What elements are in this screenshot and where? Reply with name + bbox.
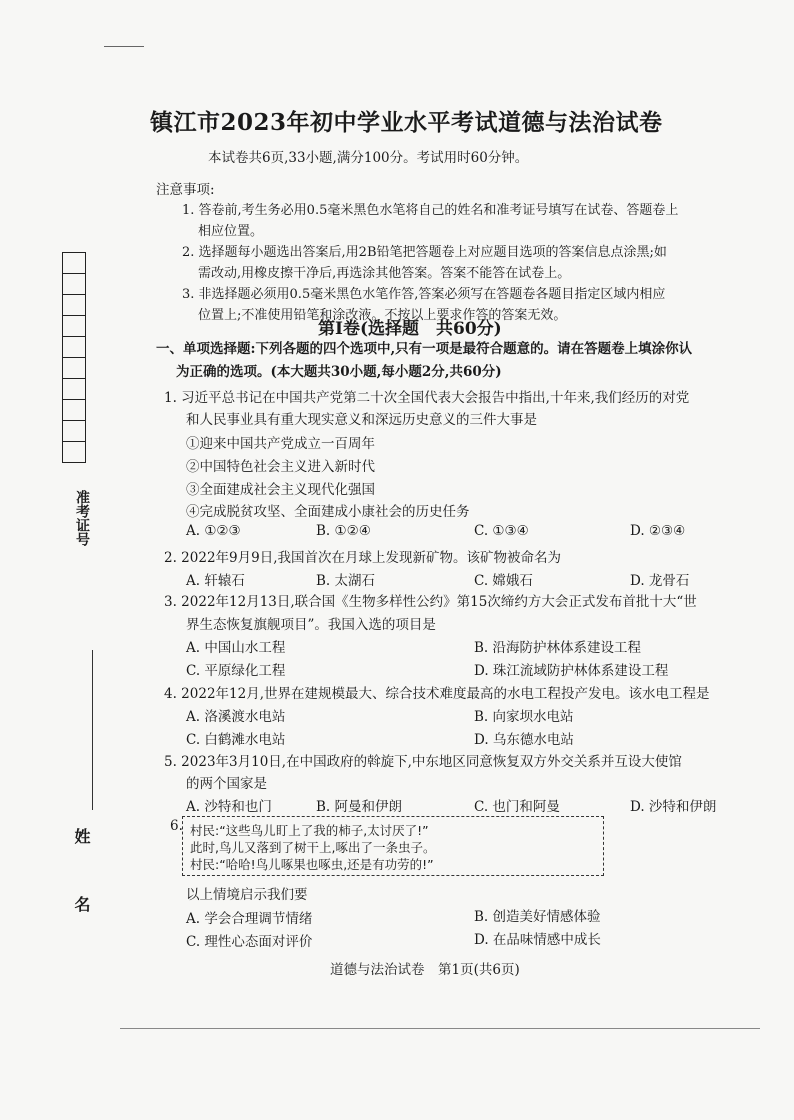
question-1-stem: 和人民事业具有重大现实意义和深远历史意义的三件大事是 [186, 412, 537, 428]
question-5-option-b: B. 阿曼和伊朗 [316, 799, 403, 815]
question-3-option-d: D. 珠江流域防护林体系建设工程 [474, 663, 669, 679]
question-2-option-d: D. 龙骨石 [630, 573, 690, 589]
note-line: 1. 答卷前,考生务必用0.5毫米黑色水笔将自己的姓名和准考证号填写在试卷、答题卷上 [182, 203, 679, 218]
question-1-option-d: D. ②③④ [630, 523, 686, 539]
note-line: 相应位置。 [198, 224, 264, 239]
note-line: 需改动,用橡皮擦干净后,再选涂其他答案。答案不能答在试卷上。 [198, 266, 571, 281]
question-6-option-d: D. 在品味情感中成长 [474, 932, 601, 948]
dialog-line: 此时,鸟儿又落到了树干上,啄出了一条虫子。 [190, 840, 436, 855]
question-1-option-a: A. ①②③ [186, 523, 241, 539]
question-6-option-a: A. 学会合理调节情绪 [186, 911, 313, 927]
question-1-item: ②中国特色社会主义进入新时代 [186, 459, 375, 475]
dialog-line: 村民:“这些鸟儿盯上了我的柿子,太讨厌了!” [190, 823, 429, 838]
question-3-option-b: B. 沿海防护林体系建设工程 [474, 640, 642, 656]
question-2-stem: 2. 2022年9月9日,我国首次在月球上发现新矿物。该矿物被命名为 [164, 550, 561, 566]
question-1-stem: 1. 习近平总书记在中国共产党第二十次全国代表大会报告中指出,十年来,我们经历的对党 [164, 390, 690, 406]
question-3-stem: 3. 2022年12月13日,联合国《生物多样性公约》第15次缔约方大会正式发布首批十大“世 [164, 594, 697, 610]
part-instructions: 为正确的选项。(本大题共30小题,每小题2分,共60分) [176, 364, 502, 380]
question-1-option-b: B. ①②④ [316, 523, 371, 539]
question-4-option-c: C. 白鹤滩水电站 [186, 732, 286, 748]
question-6-prompt: 以上情境启示我们要 [186, 887, 308, 903]
note-line: 3. 非选择题必须用0.5毫米黑色水笔作答,答案必须写在答题卷各题目指定区域内相应 [182, 287, 666, 302]
exam-number-grid [62, 252, 86, 463]
name-label: 姓 名 [72, 828, 91, 930]
part-instructions: 一、单项选择题:下列各题的四个选项中,只有一项是最符合题意的。请在答题卷上填涂你认 [156, 341, 693, 357]
question-1-item: ④完成脱贫攻坚、全面建成小康社会的历史任务 [186, 504, 470, 520]
question-1-item: ①迎来中国共产党成立一百周年 [186, 436, 375, 452]
question-5-option-c: C. 也门和阿曼 [474, 799, 560, 815]
page-subtitle: 本试卷共6页,33小题,满分100分。考试用时60分钟。 [208, 150, 529, 166]
question-6-option-b: B. 创造美好情感体验 [474, 909, 601, 925]
question-5-option-a: A. 沙特和也门 [186, 799, 272, 815]
page-footer: 道德与法治试卷 第1页(共6页) [330, 962, 520, 978]
exam-number-label: 准考证号 [74, 490, 90, 546]
name-underline [92, 650, 93, 810]
question-6-number: 6. [170, 818, 183, 834]
question-4-stem: 4. 2022年12月,世界在建规模最大、综合技术难度最高的水电工程投产发电。该水电工程是 [164, 686, 710, 702]
question-4-option-d: D. 乌东德水电站 [474, 732, 574, 748]
question-3-stem: 界生态恢复旗舰项目”。我国入选的项目是 [186, 617, 436, 633]
note-line: 位置上;不准使用铅笔和涂改液。不按以上要求作答的答案无效。 [198, 308, 567, 323]
note-line: 2. 选择题每小题选出答案后,用2B铅笔把答题卷上对应题目选项的答案信息点涂黑;如 [182, 245, 667, 260]
question-1-item: ③全面建成社会主义现代化强国 [186, 482, 375, 498]
notes-heading: 注意事项: [156, 182, 215, 198]
question-2-option-b: B. 太湖石 [316, 573, 376, 589]
section-heading: 第Ⅰ卷(选择题 共60分) [318, 319, 502, 339]
question-1-option-c: C. ①③④ [474, 523, 529, 539]
question-6-option-c: C. 理性心态面对评价 [186, 934, 313, 950]
bottom-rule [120, 1028, 760, 1029]
question-4-option-a: A. 洛溪渡水电站 [186, 709, 286, 725]
question-2-option-c: C. 嫦娥石 [474, 573, 533, 589]
question-3-option-c: C. 平原绿化工程 [186, 663, 286, 679]
question-5-stem: 5. 2023年3月10日,在中国政府的斡旋下,中东地区同意恢复双方外交关系并互设大使馆 [164, 754, 682, 770]
question-4-option-b: B. 向家坝水电站 [474, 709, 574, 725]
top-mark [104, 46, 144, 47]
question-2-option-a: A. 轩辕石 [186, 573, 245, 589]
dialog-line: 村民:“哈哈!鸟儿啄果也啄虫,还是有功劳的!” [190, 857, 434, 872]
question-5-stem: 的两个国家是 [186, 776, 267, 792]
page-title: 镇江市2023年初中学业水平考试道德与法治试卷 [150, 109, 663, 136]
question-3-option-a: A. 中国山水工程 [186, 640, 286, 656]
question-5-option-d: D. 沙特和伊朗 [630, 799, 717, 815]
